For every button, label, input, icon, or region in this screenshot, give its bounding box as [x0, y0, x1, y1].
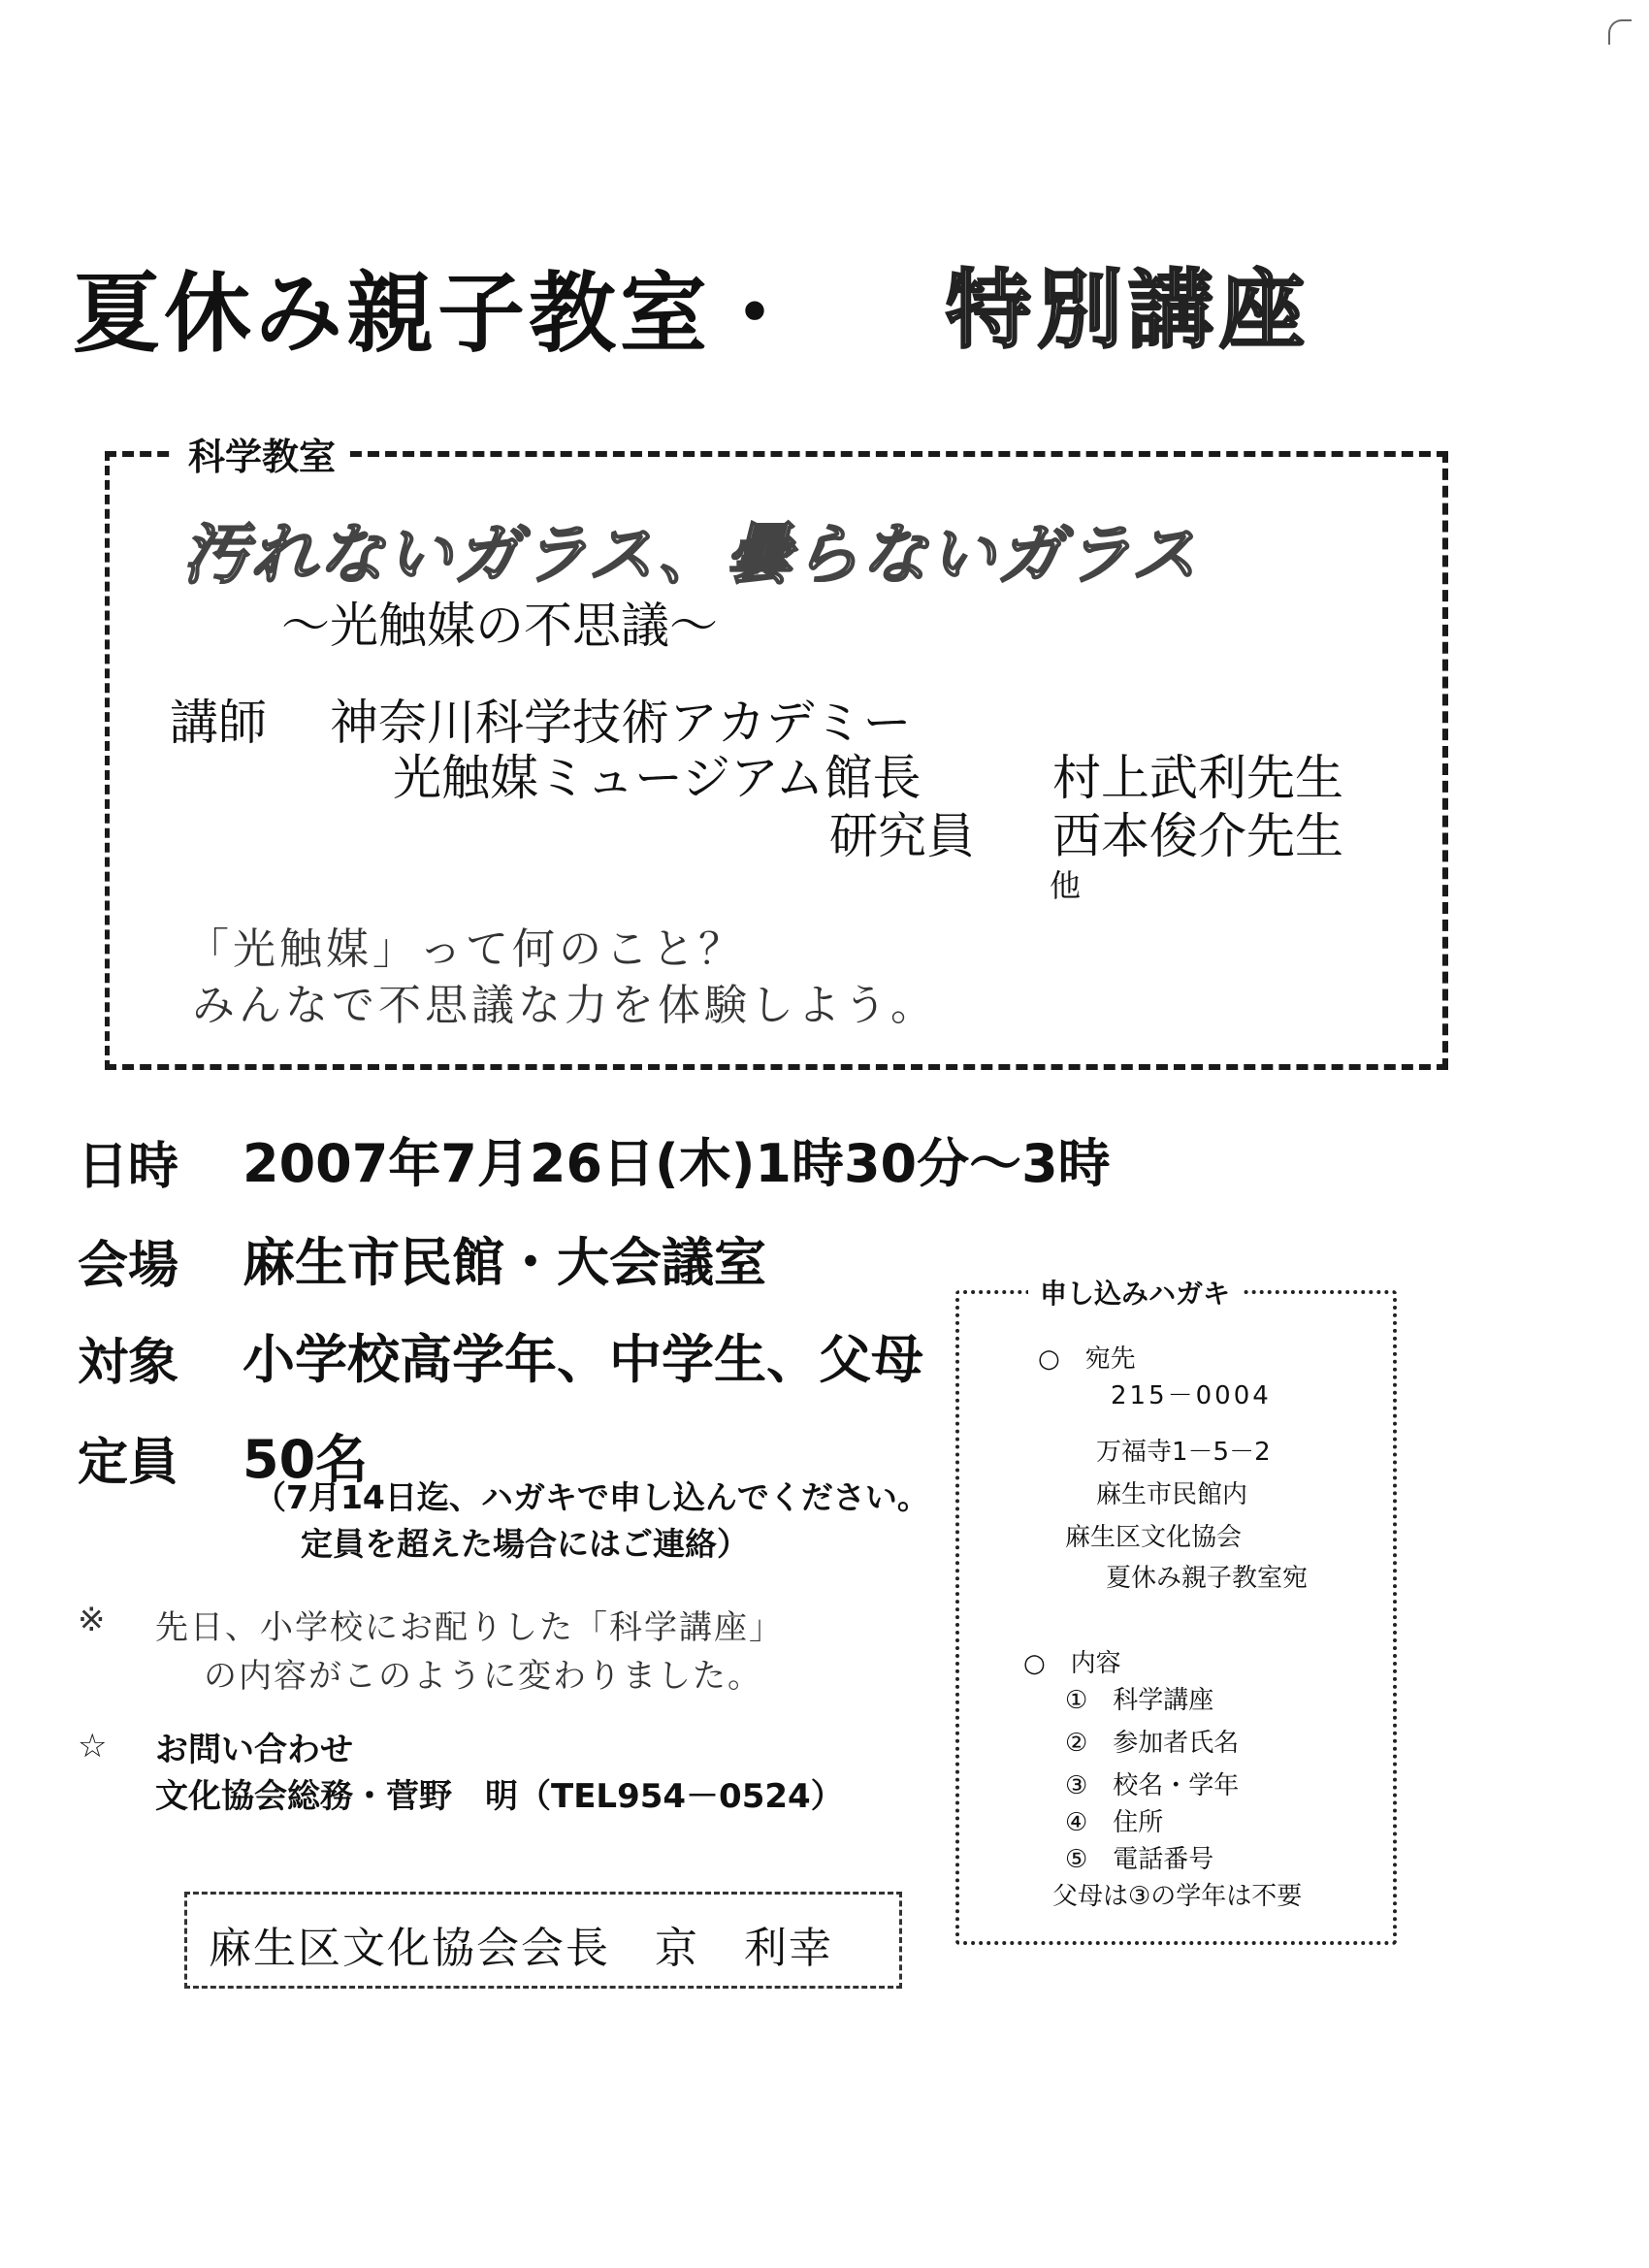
capacity-label: 定員: [78, 1434, 179, 1492]
venue-value: 麻生市民館・大会議室: [242, 1232, 766, 1293]
corner-scan-mark: [1608, 19, 1632, 45]
venue-label: 会場: [78, 1237, 179, 1295]
lecturer-organization: 神奈川科学技術アカデミー: [330, 695, 912, 751]
capacity-value: 50名: [242, 1429, 369, 1490]
science-class-subtitle: ～光触媒の不思議～: [281, 598, 718, 654]
target-value: 小学校高学年、中学生、父母: [242, 1329, 923, 1390]
postcard-content-item: ④ 住所: [1065, 1808, 1164, 1837]
lecturer-label: 講師: [170, 695, 267, 751]
postcard-content-item: ⑤ 電話番号: [1065, 1845, 1214, 1874]
contact-star-icon: ☆: [78, 1727, 108, 1766]
lecturer-name-murakami: 村上武利先生: [1052, 750, 1343, 806]
postcard-address-line2: 麻生市民館内: [1096, 1480, 1248, 1509]
science-class-label: 科学教室: [175, 427, 349, 480]
notice-line1: 先日、小学校にお配りした「科学講座」: [155, 1608, 784, 1647]
postcard-address-line3: 麻生区文化協会: [1065, 1523, 1243, 1552]
capacity-note-line2: 定員を超えた場合にはご連絡）: [301, 1525, 749, 1563]
postcard-content-heading: ○ 内容: [1023, 1649, 1121, 1678]
notice-line2: の内容がこのように変わりました。: [204, 1657, 762, 1696]
postcard-address-line1: 万福寺1－5－2: [1096, 1438, 1271, 1467]
date-label: 日時: [78, 1138, 179, 1196]
lecturer-others: 他: [1050, 867, 1082, 904]
postcard-content-item: ③ 校名・学年: [1065, 1771, 1240, 1800]
postcard-address-heading: ○ 宛先: [1038, 1345, 1136, 1374]
lecturer-name-nishimoto: 西本俊介先生: [1052, 808, 1343, 864]
postcard-zip: 215－0004: [1111, 1381, 1272, 1410]
postcard-footnote: 父母は③の学年は不要: [1052, 1882, 1303, 1911]
science-description-line2: みんなで不思議な力を体験しよう。: [192, 981, 937, 1030]
lecturer-role-director: 光触媒ミュージアム館長: [393, 750, 922, 806]
contact-label: お問い合わせ: [155, 1731, 353, 1769]
postcard-label: 申し込みハガキ: [1028, 1273, 1242, 1312]
science-description-line1: 「光触媒」って何のこと？: [186, 924, 745, 974]
postcard-content-item: ② 参加者氏名: [1065, 1729, 1240, 1758]
notice-mark: ※: [78, 1601, 108, 1639]
contact-details: 文化協会総務・菅野 明（TEL954－0524）: [155, 1777, 844, 1816]
capacity-note-line1: （7月14日迄、ハガキで申し込んでください。: [254, 1478, 929, 1516]
lecturer-role-researcher: 研究員: [829, 808, 975, 864]
science-class-title: 汚れないガラス、曇らないガラス: [182, 517, 1199, 594]
page-subtitle: 特別講座: [946, 260, 1311, 360]
page-title: 夏休み親子教室・: [73, 263, 802, 365]
postcard-address-line4: 夏休み親子教室宛: [1106, 1564, 1309, 1593]
chair-signature: 麻生区文化協会会長 京 利幸: [209, 1924, 833, 1973]
date-value: 2007年7月26日(木)1時30分～3時: [242, 1133, 1111, 1194]
postcard-content-item: ① 科学講座: [1065, 1686, 1214, 1715]
target-label: 対象: [78, 1334, 179, 1392]
